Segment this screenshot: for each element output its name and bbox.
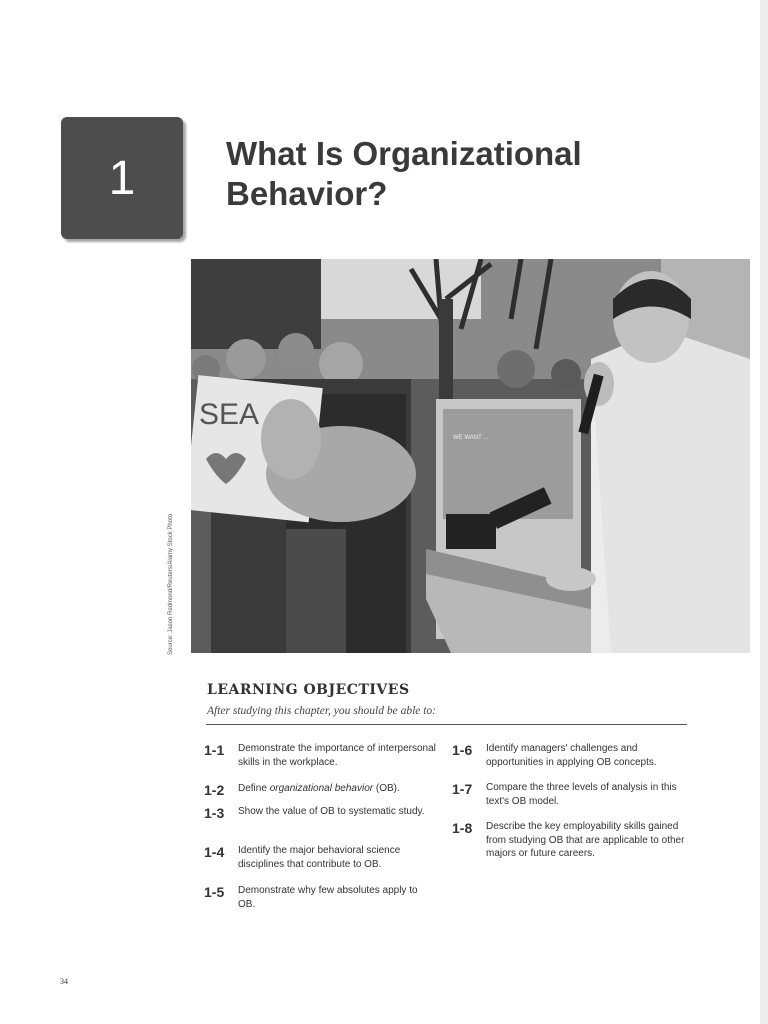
objective-text-italic: organizational behavior [269, 783, 374, 794]
objective-text: Show the value of OB to systematic study. [238, 806, 425, 817]
objective-1-4 [204, 844, 436, 871]
objective-text: Demonstrate the importance of interpersonal skills in the workplace. [238, 743, 436, 768]
objective-1-1 [204, 742, 436, 769]
objective-1-7 [452, 781, 688, 808]
objective-number: 1-2 [204, 782, 225, 798]
objective-1-6 [452, 742, 688, 769]
objective-text: Demonstrate why few absolutes apply to OB. [238, 885, 418, 910]
objective-1-8 [452, 820, 688, 861]
objective-text: Identify the major behavioral science disciplines that contribute to OB. [238, 845, 401, 870]
sign-text: SEA [199, 398, 260, 431]
objective-number: 1-7 [452, 781, 473, 797]
objective-text: Compare the three levels of analysis in this text's OB model. [486, 782, 677, 807]
learning-objectives-heading: LEARNING OBJECTIVES [207, 682, 410, 698]
divider [206, 724, 687, 725]
chapter-title [226, 134, 686, 214]
objective-text: Identify managers' challenges and opportunities in applying OB concepts. [486, 743, 657, 768]
objective-text: Describe the key employability skills gained from studying OB that are applicable to other majors or future careers. [486, 821, 685, 859]
chapter-photo [191, 259, 750, 653]
objective-number: 1-3 [204, 805, 225, 821]
objective-number: 1-8 [452, 820, 473, 836]
chapter-title-line-2: Behavior? [226, 175, 388, 212]
objective-1-5 [204, 884, 436, 911]
objective-text-suffix: (OB). [373, 783, 400, 794]
objective-number: 1-6 [452, 742, 473, 758]
chapter-number-badge [61, 117, 183, 239]
chapter-title-line-1: What Is Organizational [226, 135, 582, 172]
objective-1-2 [204, 782, 436, 798]
objective-number: 1-5 [204, 884, 225, 900]
learning-objectives-subheading: After studying this chapter, you should be able to: [207, 705, 437, 717]
chapter-number: 1 [108, 151, 136, 205]
objective-text [238, 782, 400, 798]
objective-text-prefix: Define [238, 783, 270, 794]
banner-text: WE WANT ... [453, 435, 489, 441]
photo-illustration [191, 259, 750, 653]
page-edge [760, 0, 768, 1024]
objective-1-3 [204, 805, 436, 821]
objective-number: 1-1 [204, 742, 225, 758]
objective-number: 1-4 [204, 844, 225, 860]
page-number: 34 [60, 977, 68, 986]
photo-credit: Source: Jason Redmond/Reuters/Alamy Stock Photo [168, 513, 174, 655]
